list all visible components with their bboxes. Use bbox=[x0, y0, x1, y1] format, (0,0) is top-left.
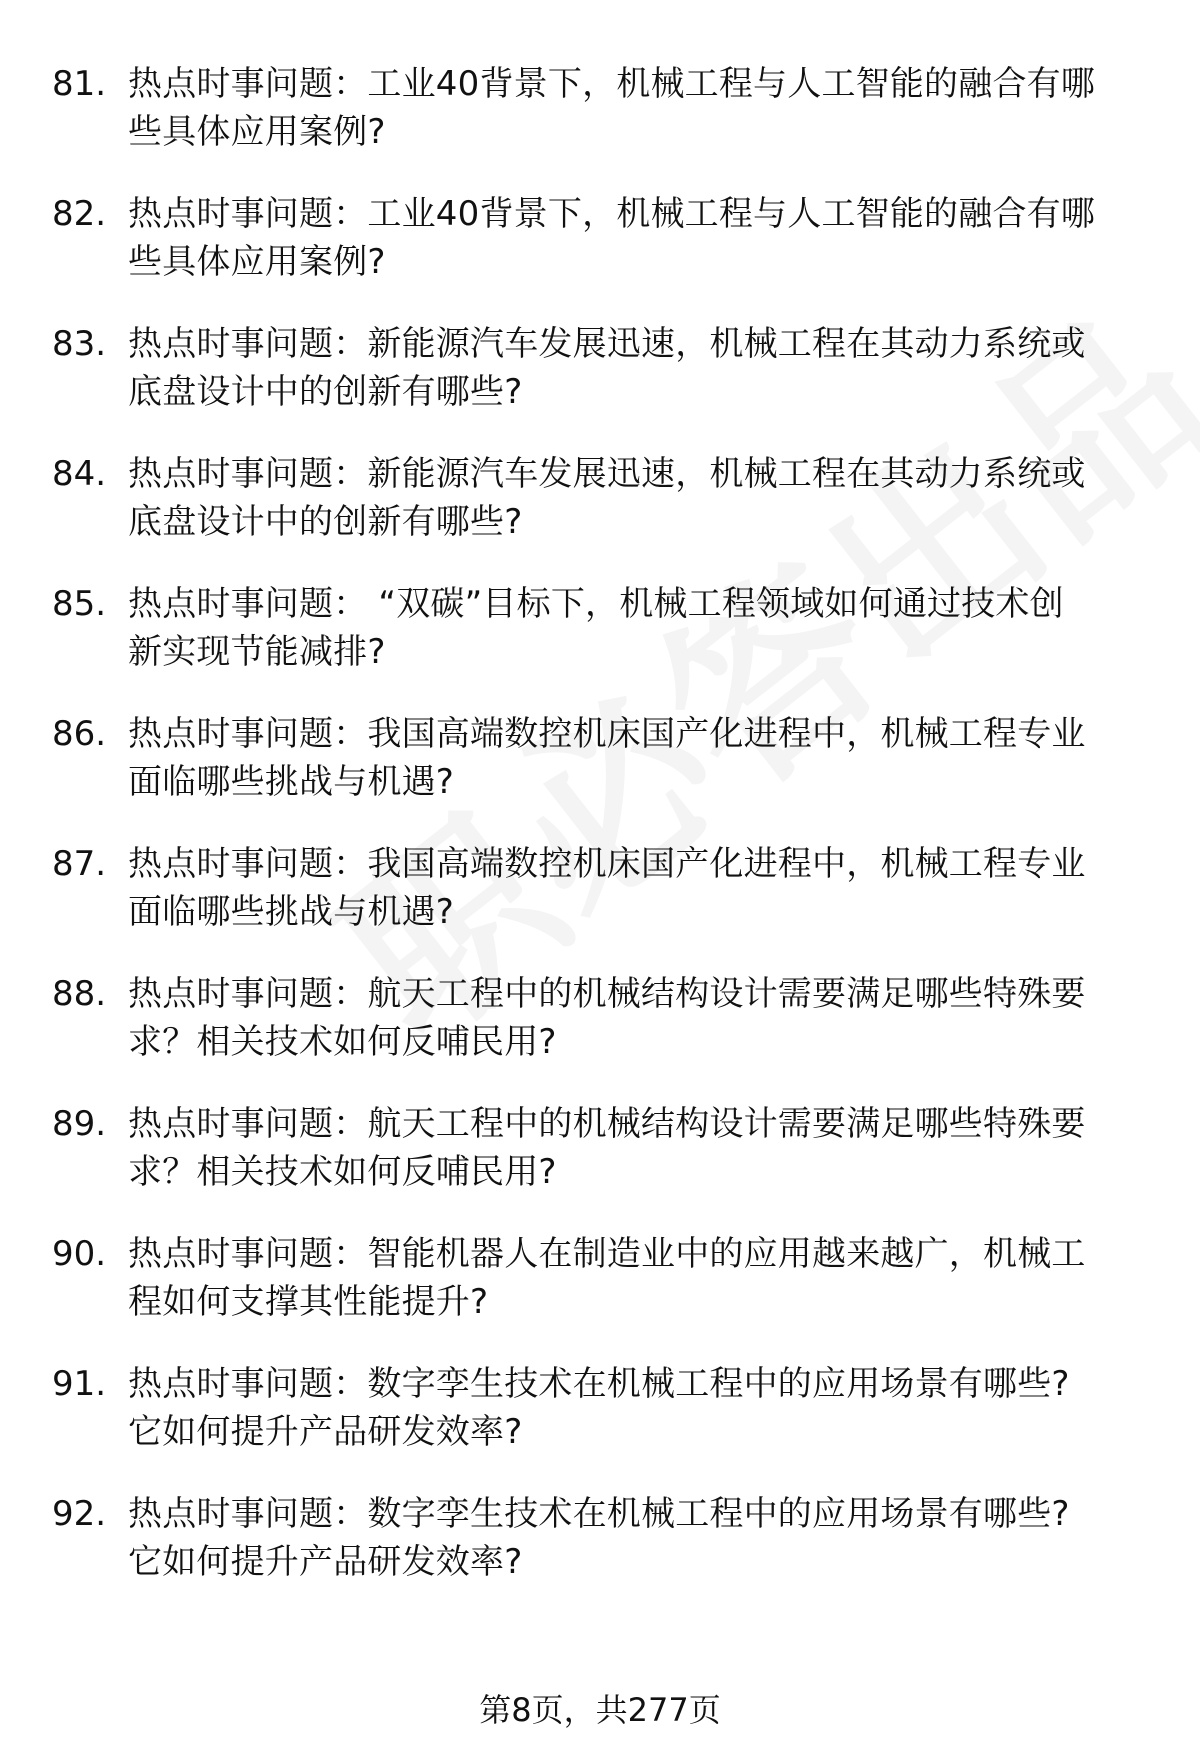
question-text: 热点时事问题：我国高端数控机床国产化进程中，机械工程专业 面临哪些挑战与机遇? bbox=[128, 714, 1086, 802]
question-number: 84. bbox=[52, 454, 107, 494]
question-number: 91. bbox=[52, 1364, 107, 1404]
question-number: 86. bbox=[52, 714, 107, 754]
question-text: 热点时事问题：我国高端数控机床国产化进程中，机械工程专业 面临哪些挑战与机遇? bbox=[128, 844, 1086, 932]
question-item bbox=[0, 1360, 1200, 1490]
question-text: 热点时事问题：数字孪生技术在机械工程中的应用场景有哪些? 它如何提升产品研发效率? bbox=[128, 1494, 1070, 1582]
question-item bbox=[0, 1490, 1200, 1620]
question-item bbox=[0, 320, 1200, 450]
question-number: 83. bbox=[52, 324, 107, 364]
question-item bbox=[0, 970, 1200, 1100]
question-number: 90. bbox=[52, 1234, 107, 1274]
question-number: 81. bbox=[52, 64, 107, 104]
page-footer: 第8页，共277页 bbox=[479, 1691, 721, 1729]
question-number: 85. bbox=[52, 584, 107, 624]
question-item bbox=[0, 840, 1200, 970]
question-text: 热点时事问题：工业40背景下，机械工程与人工智能的融合有哪 些具体应用案例? bbox=[128, 194, 1096, 282]
question-text: 热点时事问题：航天工程中的机械结构设计需要满足哪些特殊要 求？相关技术如何反哺民用? bbox=[128, 974, 1086, 1062]
question-item bbox=[0, 450, 1200, 580]
question-number: 82. bbox=[52, 194, 107, 234]
question-item bbox=[0, 710, 1200, 840]
question-number: 88. bbox=[52, 974, 107, 1014]
question-number: 87. bbox=[52, 844, 107, 884]
question-number: 89. bbox=[52, 1104, 107, 1144]
question-item bbox=[0, 1230, 1200, 1360]
question-item bbox=[0, 190, 1200, 320]
question-item bbox=[0, 1100, 1200, 1230]
question-text: 热点时事问题：工业40背景下，机械工程与人工智能的融合有哪 些具体应用案例? bbox=[128, 64, 1096, 152]
question-item bbox=[0, 580, 1200, 710]
question-item bbox=[0, 60, 1200, 190]
question-text: 热点时事问题：新能源汽车发展迅速，机械工程在其动力系统或 底盘设计中的创新有哪些? bbox=[128, 324, 1086, 412]
question-text: 热点时事问题：航天工程中的机械结构设计需要满足哪些特殊要 求？相关技术如何反哺民用? bbox=[128, 1104, 1086, 1192]
question-text: 热点时事问题：智能机器人在制造业中的应用越来越广，机械工 程如何支撑其性能提升? bbox=[128, 1234, 1086, 1322]
question-text: 热点时事问题： “双碳”目标下，机械工程领域如何通过技术创 新实现节能减排? bbox=[128, 584, 1064, 672]
question-text: 热点时事问题：数字孪生技术在机械工程中的应用场景有哪些? 它如何提升产品研发效率? bbox=[128, 1364, 1070, 1452]
question-number: 92. bbox=[52, 1494, 107, 1534]
question-list bbox=[0, 60, 1200, 1620]
question-text: 热点时事问题：新能源汽车发展迅速，机械工程在其动力系统或 底盘设计中的创新有哪些? bbox=[128, 454, 1086, 542]
